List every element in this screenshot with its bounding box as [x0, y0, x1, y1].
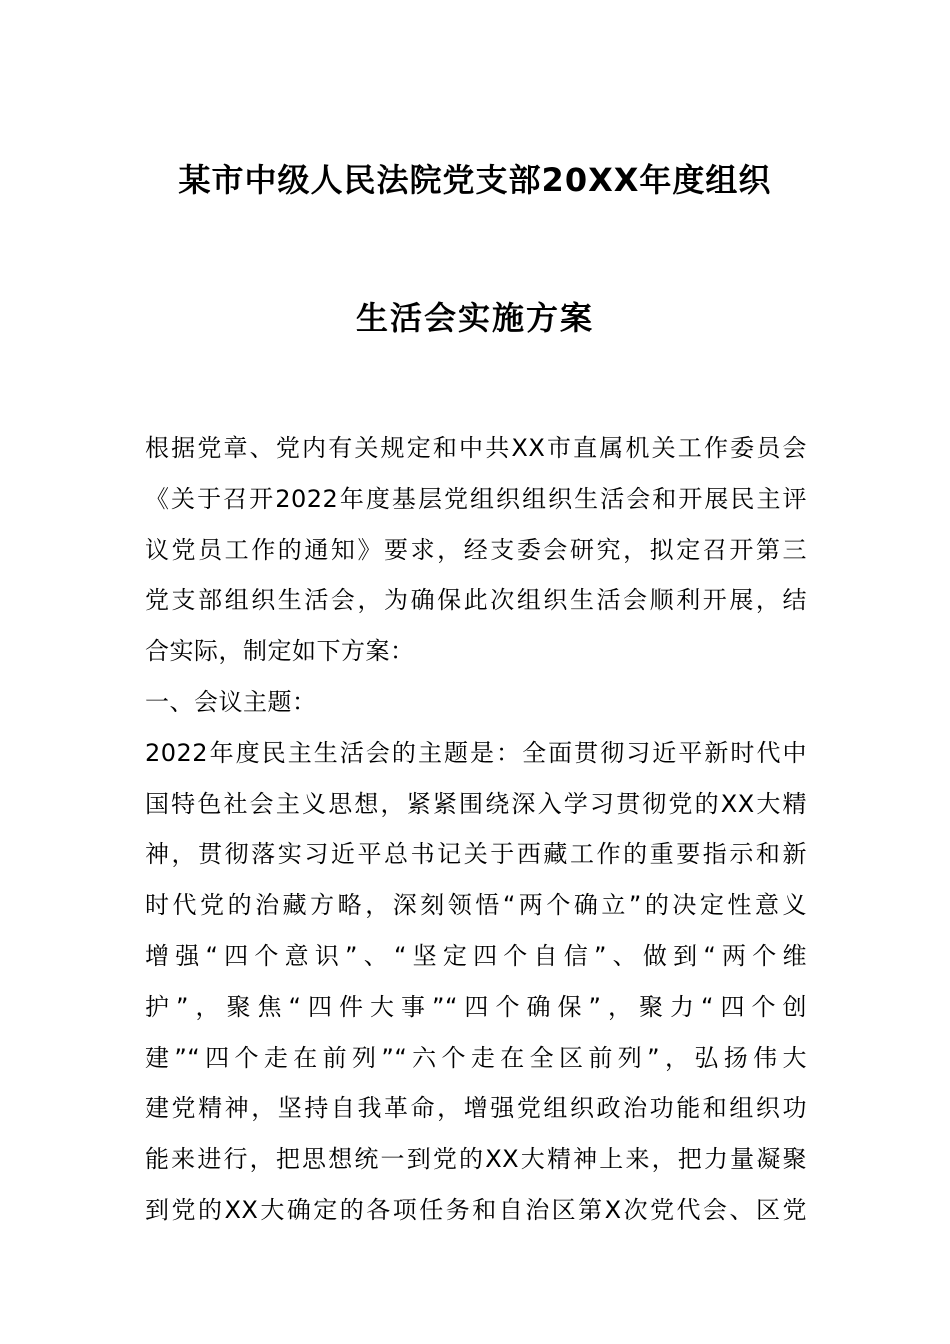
body-line: 根据党章、党内有关规定和中共XX市直属机关工作委员会	[145, 434, 807, 462]
body-line: 国特色社会主义思想，紧紧围绕深入学习贯彻党的XX大精	[145, 789, 807, 818]
document-body	[145, 423, 807, 1236]
body-line: 到党的XX大确定的各项任务和自治区第X次党代会、区党	[145, 1195, 807, 1224]
body-line: 建党精神，坚持自我革命，增强党组织政治功能和组织功	[145, 1094, 807, 1123]
document-title-line-1: 某市中级人民法院党支部20XX年度组织	[178, 161, 772, 199]
section-heading: 一、会议主题：	[145, 687, 317, 716]
body-line: 合实际，制定如下方案：	[145, 637, 415, 666]
body-line: 护”，聚焦“四件大事”“四个确保”，聚力“四个创	[145, 992, 807, 1021]
body-line: 建”“四个走在前列”“六个走在全区前列”，弘扬伟大	[145, 1043, 807, 1072]
body-line: 增强“四个意识”、“坚定四个自信”、做到“两个维	[145, 941, 807, 970]
body-line: 2022年度民主生活会的主题是：全面贯彻习近平新时代中	[145, 738, 807, 767]
document-title-line-2: 生活会实施方案	[355, 299, 594, 337]
body-line: 神，贯彻落实习近平总书记关于西藏工作的重要指示和新	[145, 840, 807, 869]
body-line: 《关于召开2022年度基层党组织组织生活会和开展民主评	[145, 484, 807, 513]
body-line: 能来进行，把思想统一到党的XX大精神上来，把力量凝聚	[145, 1145, 807, 1174]
body-line: 时代党的治藏方略，深刻领悟“两个确立”的决定性意义	[145, 891, 807, 920]
body-line: 议党员工作的通知》要求，经支委会研究，拟定召开第三	[145, 535, 807, 564]
body-line: 党支部组织生活会，为确保此次组织生活会顺利开展，结	[145, 586, 807, 615]
